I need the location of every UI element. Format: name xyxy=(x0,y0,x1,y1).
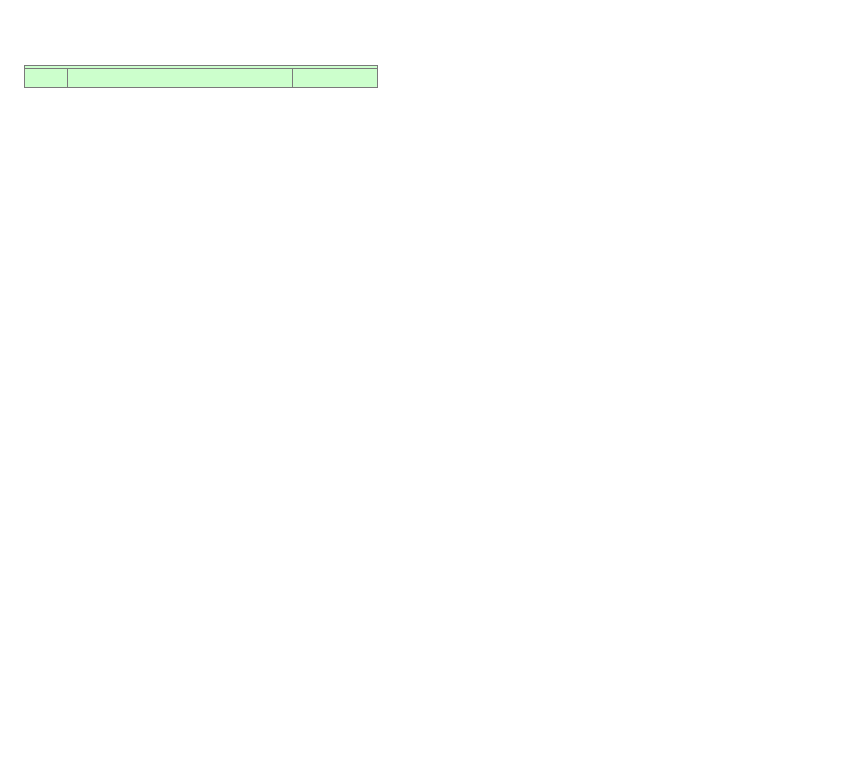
column-header-row xyxy=(25,69,865,88)
column-header-piloto xyxy=(67,69,293,88)
event-header-row xyxy=(25,45,865,66)
column-header-nro xyxy=(25,69,68,88)
column-header-puntos xyxy=(293,69,378,88)
standings-table xyxy=(24,45,865,88)
